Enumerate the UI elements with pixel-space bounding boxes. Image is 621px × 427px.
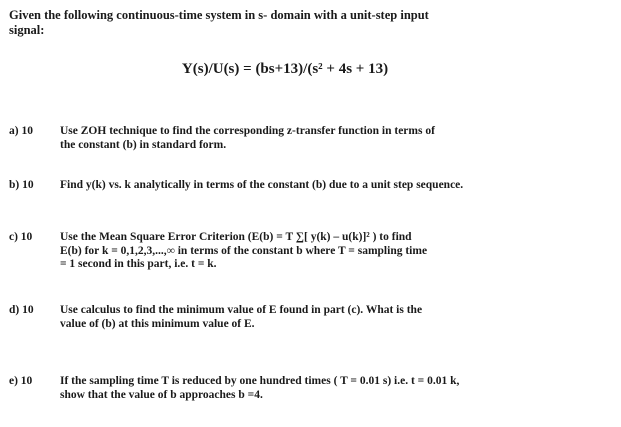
part-b (9, 179, 609, 193)
part-a-label: a) 10 (9, 125, 33, 137)
part-d-line-2: value of (b) at this minimum value of E. (60, 317, 255, 330)
part-b-line-1: Find y(k) vs. k analytically in terms of the constant (b) due to a unit step sequence. (60, 179, 464, 191)
part-c (9, 231, 609, 272)
part-d-line-1: Use calculus to find the minimum value of E found in part (c). What is the (60, 304, 423, 316)
part-c-line-3: = 1 second in this part, i.e. t = k. (60, 258, 217, 270)
transfer-function-equation: Y(s)/U(s) = (bs+13)/(s² + 4s + 13) (181, 61, 389, 77)
part-c-line-1: Use the Mean Square Error Criterion (E(b) = T ∑[ y(k) – u(k)]² ) to find (60, 231, 412, 243)
part-d-label: d) 10 (9, 304, 34, 316)
part-a (9, 125, 609, 152)
intro-line-1: Given the following continuous-time system in s- domain with a unit-step input (9, 8, 429, 22)
intro-line-2: signal: (9, 23, 45, 37)
part-e-line-1: If the sampling time T is reduced by one hundred times ( T = 0.01 s) i.e. t = 0.01 k, (60, 375, 460, 387)
part-e-label: e) 10 (9, 375, 33, 387)
part-e (9, 375, 609, 402)
part-c-line-2: E(b) for k = 0,1,2,3,...,∞ in terms of the constant b where T = sampling time (60, 244, 428, 257)
part-e-line-2: show that the value of b approaches b =4. (60, 388, 263, 401)
part-a-line-1: Use ZOH technique to find the corresponding z-transfer function in terms of (60, 125, 435, 137)
part-a-line-2: the constant (b) in standard form. (60, 138, 227, 151)
part-b-label: b) 10 (9, 179, 34, 191)
problem-intro (9, 8, 599, 38)
part-c-label: c) 10 (9, 231, 33, 243)
part-d (9, 304, 609, 331)
